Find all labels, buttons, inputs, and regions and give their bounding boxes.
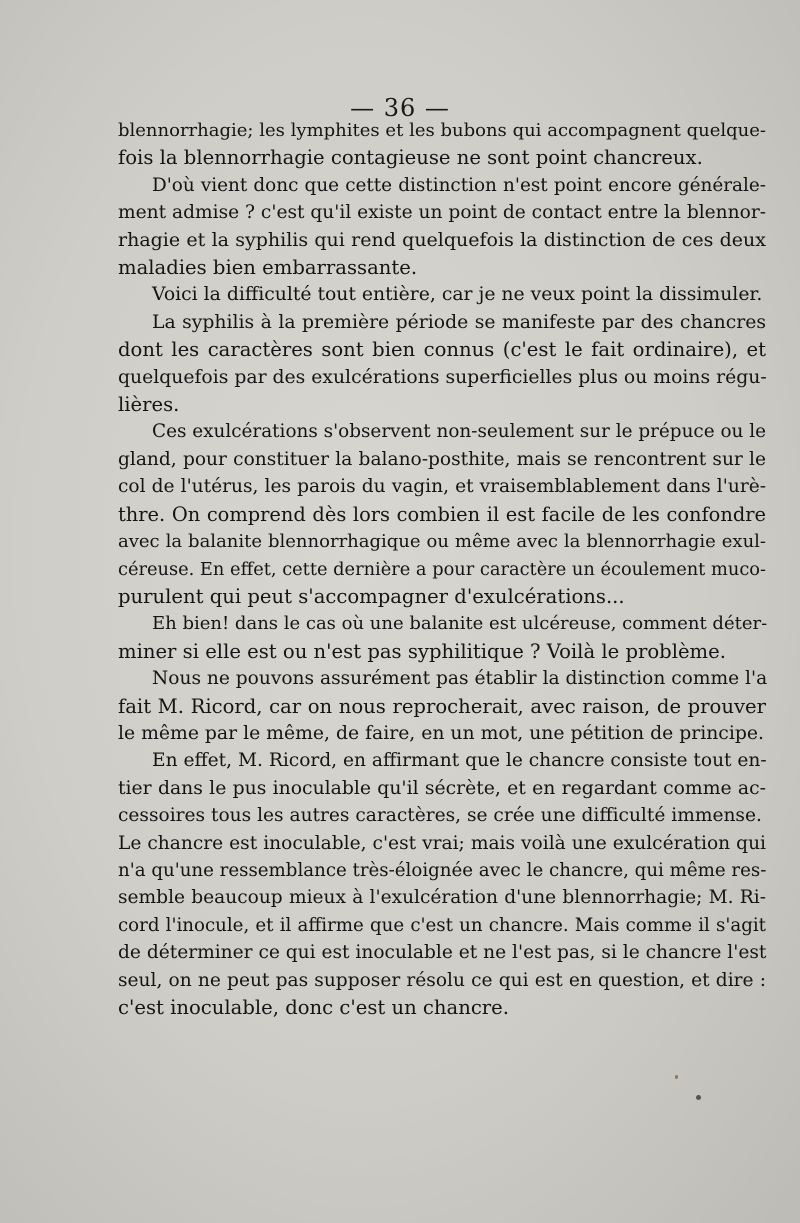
text-line: cessoires tous les autres caractères, se crée une difficulté immense.: [118, 805, 762, 827]
text-line: D'où vient donc que cette distinction n'est point encore générale-: [152, 174, 766, 196]
text-line: Le chancre est inoculable, c'est vrai; mais voilà une exulcération qui: [118, 832, 766, 854]
text-line: cord l'inocule, et il affirme que c'est un chancre. Mais comme il s'agit: [118, 914, 766, 936]
text-line: n'a qu'une ressemblance très-éloignée avec le chancre, qui même res-: [118, 859, 767, 881]
text-line: Ces exulcérations s'observent non-seulement sur le prépuce ou le: [152, 421, 766, 443]
ink-speck: [696, 1095, 701, 1100]
text-line: Nous ne pouvons assurément pas établir la distinction comme l'a: [152, 668, 768, 690]
text-line: thre. On comprend dès lors combien il est facile de les confondre: [118, 502, 766, 526]
text-line: le même par le même, de faire, en un mot, une pétition de principe.: [118, 722, 764, 744]
text-line: lières.: [118, 393, 180, 417]
text-line: semble beaucoup mieux à l'exulcération d'une blennorrhagie; M. Ri-: [118, 887, 766, 909]
text-line: seul, on ne peut pas supposer résolu ce qui est en question, et dire :: [118, 969, 766, 991]
text-line: tier dans le pus inoculable qu'il sécrète, et en regardant comme ac-: [118, 777, 766, 799]
text-line: quelquefois par des exulcérations superficielles plus ou moins régu-: [118, 366, 767, 388]
text-line: Eh bien! dans le cas où une balanite est ulcéreuse, comment déter-: [152, 613, 768, 635]
text-line: blennorrhagie; les lymphites et les bubons qui accompagnent quelque-: [118, 120, 766, 141]
text-line: En effet, M. Ricord, en affirmant que le chancre consiste tout en-: [152, 750, 767, 772]
page-number: — 36 —: [350, 94, 450, 122]
ink-speck: [675, 1075, 678, 1079]
text-line: fait M. Ricord, car on nous reprocherait, avec raison, de prouver: [118, 694, 766, 718]
text-line: céreuse. En effet, cette dernière a pour caractère un écoulement muco-: [118, 558, 766, 580]
text-line: rhagie et la syphilis qui rend quelquefois la distinction de ces deux: [118, 228, 766, 251]
text-line: gland, pour constituer la balano-posthite, mais se rencontrent sur le: [118, 448, 766, 470]
text-line: avec la balanite blennorrhagique ou même avec la blennorrhagie exul-: [118, 531, 766, 553]
text-line: purulent qui peut s'accompagner d'exulcérations...: [118, 584, 625, 608]
text-line: maladies bien embarrassante.: [118, 256, 418, 280]
text-line: miner si elle est ou n'est pas syphilitique ? Voilà le problème.: [118, 639, 726, 663]
text-line: ment admise ? c'est qu'il existe un point de contact entre la blennor-: [118, 202, 766, 224]
text-line: col de l'utérus, les parois du vagin, et vraisemblablement dans l'urè-: [118, 476, 766, 498]
text-line: de déterminer ce qui est inoculable et ne l'est pas, si le chancre l'est: [118, 942, 767, 964]
text-line: La syphilis à la première période se manifeste par des chancres: [152, 311, 766, 333]
text-line: fois la blennorrhagie contagieuse ne sont point chancreux.: [118, 146, 703, 170]
body-text: [118, 117, 766, 1021]
text-line: dont les caractères sont bien connus (c'est le fait ordinaire), et: [118, 338, 766, 362]
text-line: Voici la difficulté tout entière, car je ne veux point la dissimuler.: [152, 284, 763, 306]
text-line: c'est inoculable, donc c'est un chancre.: [118, 996, 509, 1019]
